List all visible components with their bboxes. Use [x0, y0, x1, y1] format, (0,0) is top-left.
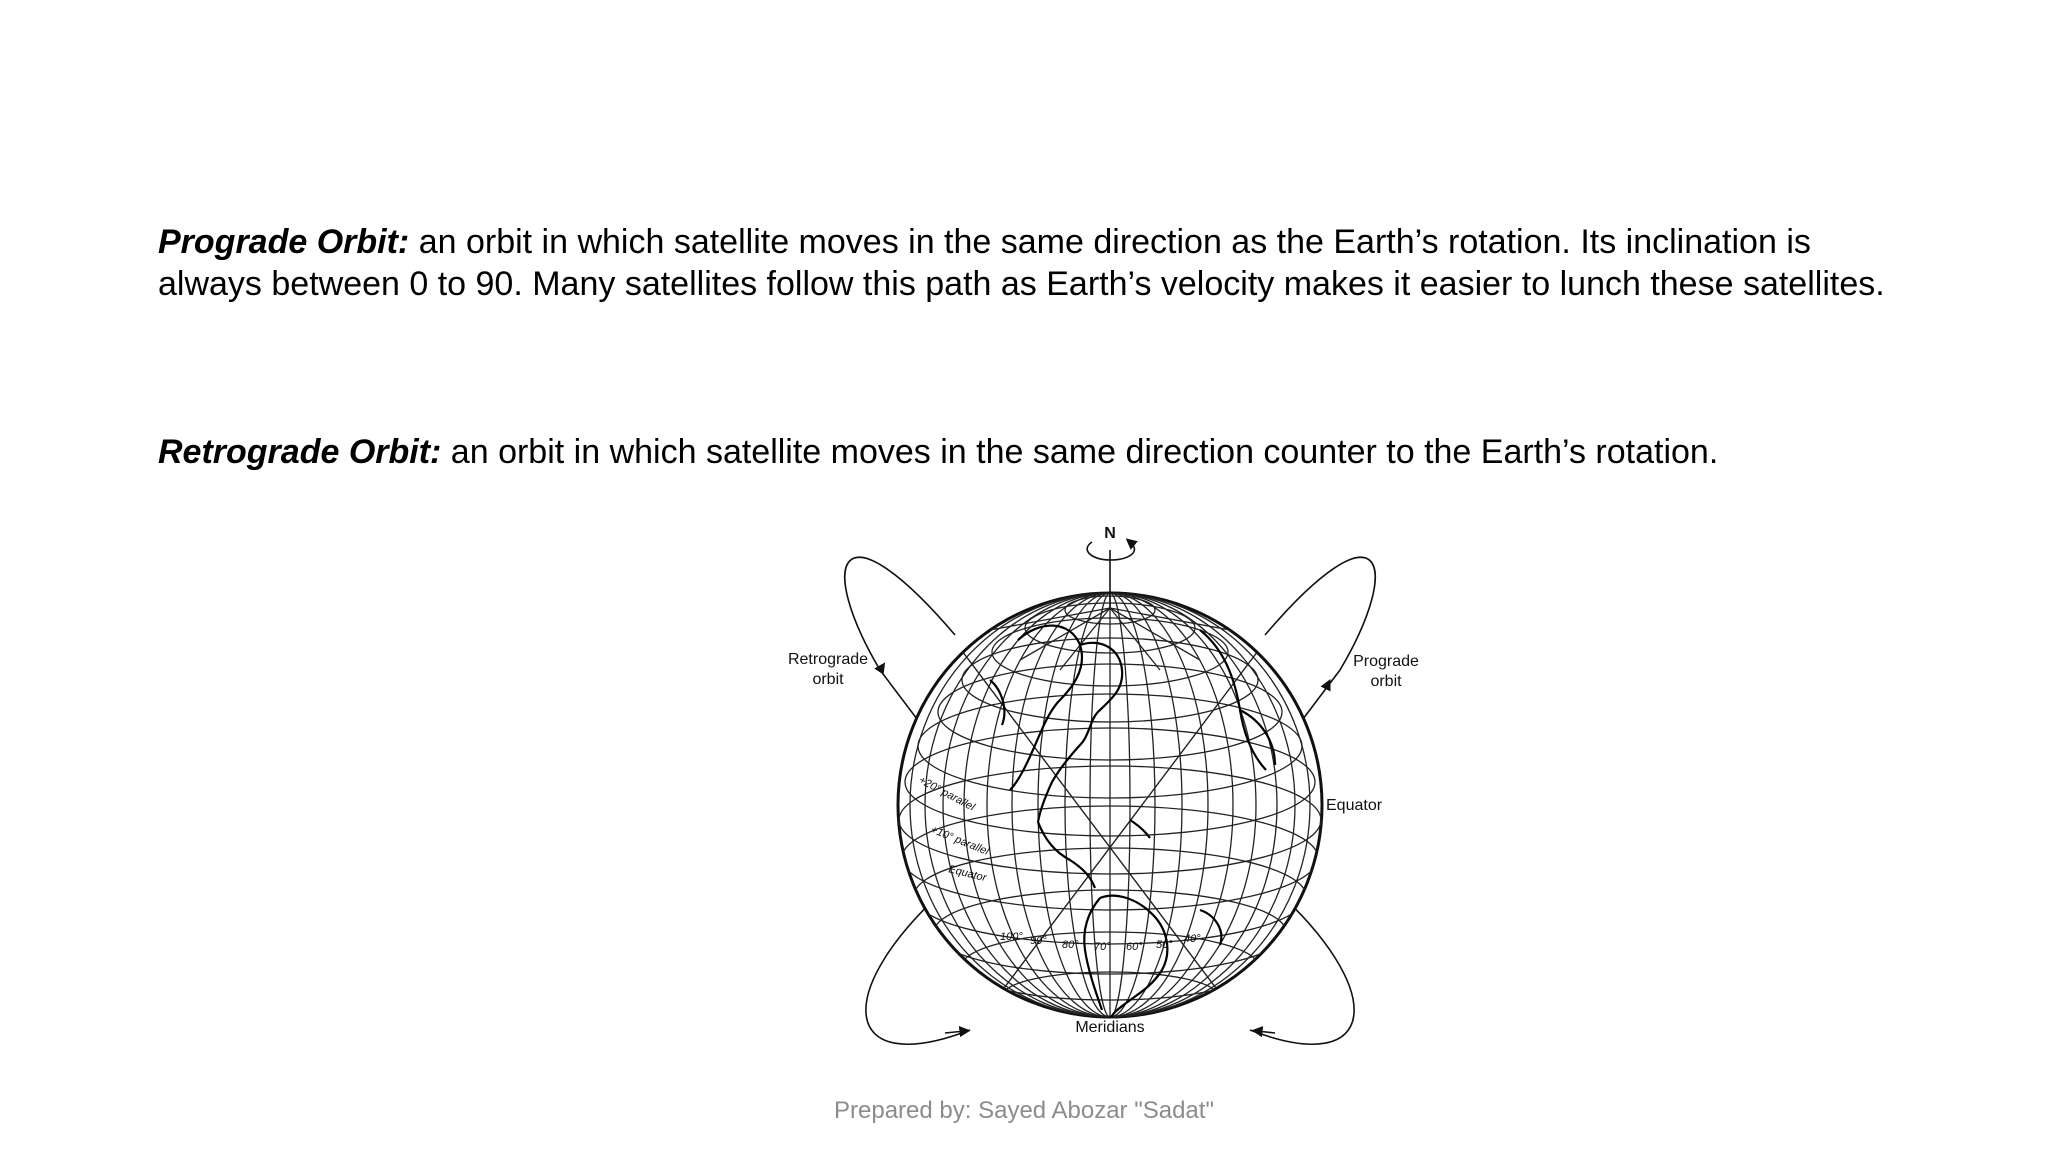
meridian-tick: 70°: [1094, 941, 1111, 953]
prograde-label-line1: Prograde: [1353, 653, 1419, 670]
parallel-20-label: +20° parallel: [916, 774, 977, 814]
footer-credit: Prepared by: Sayed Abozar "Sadat": [834, 1097, 1214, 1124]
meridian-tick: 40°: [1184, 933, 1201, 945]
prograde-definition: an orbit in which satellite moves in the same direction as the Earth’s rotation. Its inclination is always between 0 to 90. Many satellites follow this path as Earth’s velocity makes it easier to lunch these satellites.: [158, 223, 1885, 303]
retrograde-paragraph: [158, 431, 1918, 473]
prograde-term: Prograde Orbit:: [158, 223, 410, 261]
retrograde-label-line1: Retrograde: [787, 651, 869, 668]
prograde-label-line2: orbit: [1370, 673, 1402, 690]
retrograde-term: Retrograde Orbit:: [158, 433, 442, 471]
parallel-10-label: +10° parallel: [928, 823, 991, 858]
prograde-paragraph: [158, 221, 1918, 305]
retrograde-definition: an orbit in which satellite moves in the same direction counter to the Earth’s rotation.: [441, 433, 1719, 471]
meridian-tick: 50°: [1156, 939, 1173, 951]
orbit-diagram-svg: [770, 520, 1450, 1060]
meridians-label: Meridians: [1075, 1019, 1145, 1036]
equator-label: Equator: [1326, 797, 1383, 814]
meridian-tick: 60°: [1126, 941, 1143, 953]
retrograde-label-line2: orbit: [812, 671, 844, 688]
equator-small-label: Equator: [947, 863, 988, 885]
meridian-tick: 90°: [1030, 935, 1047, 947]
meridian-tick: 100°: [1000, 931, 1023, 943]
globe: [898, 542, 1322, 1030]
meridian-tick: 80°: [1062, 939, 1079, 951]
north-label: N: [1104, 525, 1116, 542]
orbit-diagram: [770, 520, 1450, 1060]
